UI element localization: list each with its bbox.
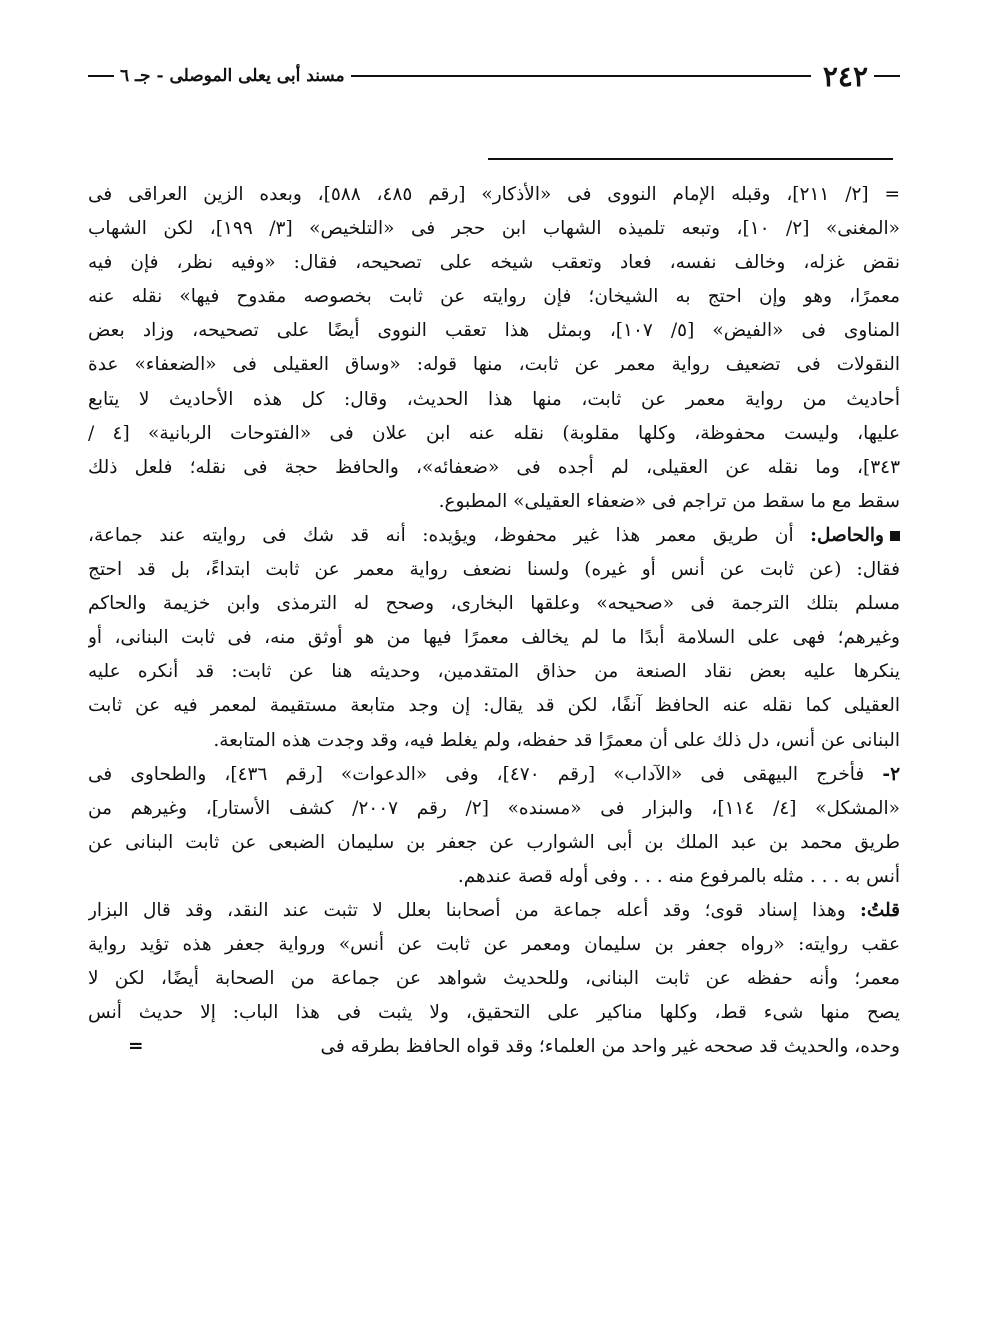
square-bullet-icon bbox=[890, 531, 900, 541]
text-line: أنس به . . . مثله بالمرفوع منه . . . وفى أوله قصة عندهم. bbox=[457, 865, 900, 887]
text-line: فقال: (عن ثابت عن أنس أو غيره) ولسنا نضعف رواية معمر عن ثابت ابتداءً، بل قد احتج bbox=[88, 559, 900, 581]
text-line: معمر؛ وأنه حفظه عن ثابت البنانى، وللحديث شواهد عن جماعة من الصحابة أيضًا، لكن لا bbox=[88, 968, 900, 990]
qultu-heading: قلتُ: bbox=[860, 899, 900, 921]
last-line bbox=[88, 1030, 900, 1064]
text-line: عليها، وليست محفوظة، وكلها مقلوبة) نقله عنه ابن علان فى «الفتوحات الربانية» [٤ / bbox=[88, 422, 900, 444]
text-line: العقيلى كما نقله عنه الحافظ آنفًا، لكن قد يقال: إن وجد متابعة مستقيمة لمعمر فيه عن ثابت bbox=[88, 695, 900, 717]
qultu-text: وهذا إسناد قوى؛ وقد أعله جماعة من أصحابنا بعلل لا تثبت عند النقد، وقد قال البزار bbox=[88, 899, 846, 921]
text-line: «المشكل» [٤/ ١١٤]، والبزار فى «مسنده» [٢/ رقم ٢٠٠٧/ كشف الأستار]، وغيرهم من bbox=[88, 797, 900, 819]
header-rule-left bbox=[88, 75, 114, 77]
summary-line bbox=[88, 519, 900, 553]
running-title: مسند أبى يعلى الموصلى - جـ ٦ bbox=[120, 66, 345, 86]
header-rule-right bbox=[874, 75, 900, 77]
text-line: مسلم بتلك الترجمة فى «صحيحه» وعلقها البخارى، وصحح له الترمذى وابن خزيمة والحاكم bbox=[88, 593, 900, 615]
last-line-text: وحده، والحديث قد صححه غير واحد من العلماء؛ وقد قواه الحافظ بطرقه فى bbox=[320, 1036, 900, 1058]
point-two-line bbox=[88, 758, 900, 792]
point-two-number: ٢- bbox=[882, 763, 900, 785]
text-line: البنانى عن أنس، دل ذلك على أن معمرًا قد حفظه، ولم يغلط فيه، وقد وجدت هذه المتابعة. bbox=[213, 729, 900, 751]
text-line: طريق محمد بن عبد الملك بن أبى الشوارب عن جعفر بن سليمان الضبعى عن ثابت البنانى عن bbox=[88, 831, 900, 853]
text-line: «المغنى» [٢/ ١٠]، وتبعه تلميذه الشهاب ابن حجر فى «التلخيص» [٣/ ١٩٩]، لكن الشهاب bbox=[88, 218, 900, 240]
text-line: نقض غزله، وخالف نفسه، فعاد وتعقب شيخه على تصحيحه، فقال: «وفيه نظر، فإن فيه bbox=[88, 252, 900, 274]
summary-heading: والحاصل: bbox=[810, 524, 884, 546]
footnote-text bbox=[88, 178, 900, 1064]
text-line: سقط مع ما سقط من تراجم فى «ضعفاء العقيلى» المطبوع. bbox=[438, 490, 900, 512]
page-number: ٢٤٢ bbox=[822, 59, 868, 93]
text-line: = [٢/ ٢١١]، وقبله الإمام النووى فى «الأذكار» [رقم ٤٨٥، ٥٨٨]، وبعده الزين العراقى فى bbox=[88, 184, 900, 205]
text-line: أحاديث من رواية معمر عن ثابت، منها هذا الحديث، وقال: كل هذه الأحاديث لا يتابع bbox=[88, 388, 900, 410]
continuation-mark: = bbox=[128, 1036, 144, 1058]
text-line: المناوى فى «الفيض» [٥/ ١٠٧]، وبمثل هذا تعقب النووى أيضًا على تصحيحه، وزاد بعض bbox=[88, 320, 900, 342]
text-line: النقولات فى تضعيف رواية معمر عن ثابت، منها قوله: «وساق العقيلى فى «الضعفاء» عدة bbox=[88, 354, 900, 376]
text-line: ٣٤٣]، وما نقله عن العقيلى، لم أجده فى «ضعفائه»، والحافظ حجة فى نقله؛ فلعل ذلك bbox=[88, 456, 900, 478]
summary-text: أن طريق معمر هذا غير محفوظ، ويؤيده: أنه قد شك فى روايته عند جماعة، bbox=[88, 524, 794, 546]
text-line: معمرًا، وهو وإن احتج به الشيخان؛ فإن روايته عن ثابت بخصوصه مقدوح فيها» نقله عنه bbox=[88, 286, 900, 308]
text-line: وغيرهم؛ فهى على السلامة أبدًا ما لم يخالف معمرًا فيها من هو أوثق منه، فى ثابت البنانى، أو bbox=[88, 627, 900, 649]
qultu-line bbox=[88, 894, 900, 928]
footnote-separator bbox=[488, 158, 893, 160]
text-line: عقب روايته: «رواه جعفر بن سليمان ومعمر عن ثابت عن أنس» ورواية جعفر هذه تؤيد رواية bbox=[88, 934, 900, 956]
page-header bbox=[88, 58, 900, 94]
point-two-text: فأخرج البيهقى فى «الآداب» [رقم ٤٧٠]، وفى «الدعوات» [رقم ٤٣٦]، والطحاوى فى bbox=[88, 763, 865, 785]
text-line: ينكرها عليه بعض نقاد الصنعة من حذاق المتقدمين، وحديثه هنا عن ثابت: قد أنكره عليه bbox=[88, 661, 900, 683]
text-line: يصح منها شىء قط، وكلها مناكير على التحقيق، ولا يثبت فى هذا الباب: إلا حديث أنس bbox=[88, 1002, 900, 1024]
header-rule-middle bbox=[351, 75, 811, 77]
